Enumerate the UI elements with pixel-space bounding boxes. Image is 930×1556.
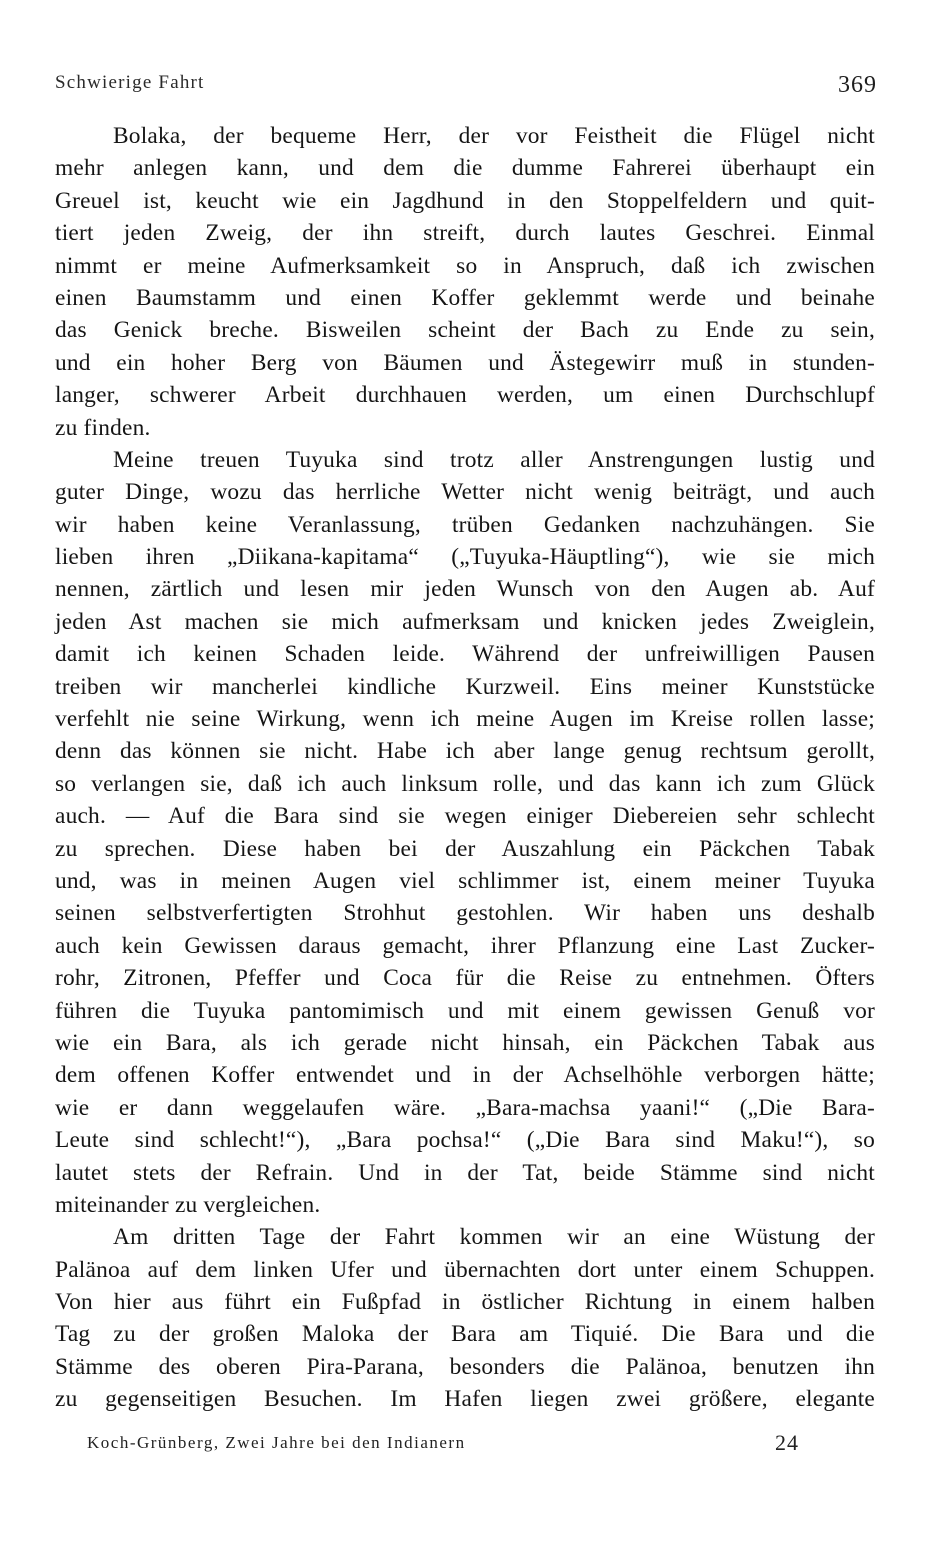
text-line: Meine treuen Tuyuka sind trotz aller Anstrengungen lustig und: [113, 446, 875, 473]
text-line: wir haben keine Veranlassung, trüben Gedanken nachzuhängen. Sie: [55, 511, 875, 538]
text-line: wie ein Bara, als ich gerade nicht hinsah, ein Päckchen Tabak aus: [55, 1029, 875, 1056]
text-line: lautet stets der Refrain. Und in der Tat, beide Stämme sind nicht: [55, 1159, 875, 1186]
text-line: zu sprechen. Diese haben bei der Auszahlung ein Päckchen Tabak: [55, 835, 875, 862]
text-line: Tag zu der großen Maloka der Bara am Tiquié. Die Bara und die: [55, 1321, 875, 1348]
text-line: lieben ihren „Diikana-kapitama“ („Tuyuka-Häuptling“), wie sie mich: [55, 544, 875, 571]
text-line: führen die Tuyuka pantomimisch und mit einem gewissen Genuß vor: [55, 997, 875, 1024]
text-line: jeden Ast machen sie mich aufmerksam und knicken jedes Zweiglein,: [55, 608, 875, 635]
text-line: auch kein Gewissen daraus gemacht, ihrer Pflanzung eine Last Zucker-: [55, 932, 875, 959]
text-line: denn das können sie nicht. Habe ich aber lange genug rechtsum gerollt,: [55, 738, 875, 765]
text-line: treiben wir mancherlei kindliche Kurzweil. Eins meiner Kunststücke: [55, 673, 875, 700]
page-number: 369: [838, 72, 877, 98]
text-line: das Genick breche. Bisweilen scheint der Bach zu Ende zu sein,: [55, 317, 875, 344]
text-line: langer, schwerer Arbeit durchhauen werden, um einen Durchschlupf: [55, 382, 875, 409]
running-head: [55, 70, 877, 100]
running-title: Schwierige Fahrt: [55, 72, 205, 93]
text-line: nimmt er meine Aufmerksamkeit so in Anspruch, daß ich zwischen: [55, 252, 875, 279]
text-line: zu gegenseitigen Besuchen. Im Hafen liegen zwei größere, elegante: [55, 1386, 875, 1413]
text-line: guter Dinge, wozu das herrliche Wetter nicht wenig beiträgt, und auch: [55, 479, 875, 506]
text-line: Stämme des oberen Pira-Parana, besonders die Palänoa, benutzen ihn: [55, 1353, 875, 1380]
text-line: tiert jeden Zweig, der ihn streift, durch lautes Geschrei. Einmal: [55, 220, 875, 247]
text-line: Bolaka, der bequeme Herr, der vor Feistheit die Flügel nicht: [113, 123, 875, 149]
text-line: so verlangen sie, daß ich auch linksum rolle, und das kann ich zum Glück: [55, 770, 875, 797]
paragraph: [55, 120, 875, 444]
paragraph: [55, 444, 875, 1221]
text-line: nennen, zärtlich und lesen mir jeden Wunsch von den Augen ab. Auf: [55, 576, 875, 603]
text-line: einen Baumstamm und einen Koffer geklemmt werde und beinahe: [55, 284, 875, 311]
text-line: dem offenen Koffer entwendet und in der Achselhöhle verborgen hätte;: [55, 1062, 875, 1089]
text-line: Von hier aus führt ein Fußpfad in östlicher Richtung in einem halben: [55, 1289, 875, 1316]
text-line: damit ich keinen Schaden leide. Während der unfreiwilligen Pausen: [55, 641, 875, 668]
page-footer: [87, 1430, 799, 1461]
text-line: und, was in meinen Augen viel schlimmer ist, einem meiner Tuyuka: [55, 867, 875, 894]
paragraph: [55, 1221, 875, 1415]
text-line: zu finden.: [55, 414, 151, 441]
text-line: und ein hoher Berg von Bäumen und Ästegewirr muß in stunden-: [55, 349, 875, 376]
signature-mark: 24: [775, 1430, 799, 1455]
text-line: auch. — Auf die Bara sind sie wegen einiger Diebereien sehr schlecht: [55, 803, 875, 830]
text-line: verfehlt nie seine Wirkung, wenn ich meine Augen im Kreise rollen lasse;: [55, 706, 875, 733]
text-line: Am dritten Tage der Fahrt kommen wir an eine Wüstung der: [113, 1224, 875, 1251]
text-line: Palänoa auf dem linken Ufer und übernachten dort unter einem Schuppen.: [55, 1256, 875, 1283]
text-line: Leute sind schlecht!“), „Bara pochsa!“ („Die Bara sind Maku!“), so: [55, 1127, 875, 1154]
text-line: seinen selbstverfertigten Strohhut gestohlen. Wir haben uns deshalb: [55, 900, 875, 927]
text-line: mehr anlegen kann, und dem die dumme Fahrerei überhaupt ein: [55, 155, 875, 182]
text-line: Greuel ist, keucht wie ein Jagdhund in den Stoppelfeldern und quit-: [55, 187, 875, 214]
body-text: [55, 120, 875, 1416]
text-line: rohr, Zitronen, Pfeffer und Coca für die Reise zu entnehmen. Öfters: [55, 965, 875, 992]
text-line: wie er dann weggelaufen wäre. „Bara-machsa yaani!“ („Die Bara-: [55, 1094, 875, 1121]
footer-source: Koch-Grünberg, Zwei Jahre bei den Indianern: [87, 1433, 466, 1452]
text-line: miteinander zu vergleichen.: [55, 1191, 321, 1218]
